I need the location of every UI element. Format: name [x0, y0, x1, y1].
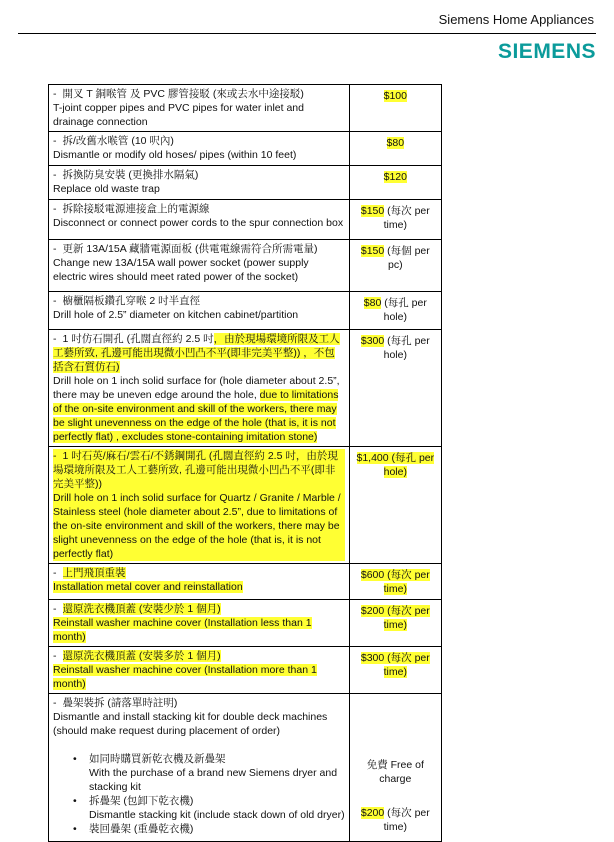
- item-zh: 還原洗衣機頂蓋 (安裝少於 1 個月): [62, 603, 221, 615]
- item-price: $120: [383, 171, 407, 183]
- table-row: - 拆換防臭安裝 (更換排水隔氣) Replace old waste trap $120: [49, 166, 442, 200]
- item-price: $200: [360, 807, 385, 819]
- sub-list: [53, 752, 345, 836]
- item-zh: 更新 13A/15A 藏牆電源面板 (供電電線需符合所需電量): [62, 243, 318, 255]
- item-en: Reinstall washer machine cover (Installation more than 1 month): [53, 664, 317, 690]
- item-price: $300: [360, 335, 385, 347]
- table-row: - 疊架裝拆 (請落單時註明) Dismantle and install stacking kit for double deck machines (should make request during placement of order) • 如同時購買新乾衣機及新疊架 With the purchase of a brand new Siemens dryer and stacking kit • 拆疊架 (包卸下乾衣機) Dismantle stacking kit (include stack down of old dryer) • 裝回疊架 (重疊乾衣機) 免費 Free of charge $200 (每次 per time): [49, 694, 442, 842]
- item-zh: 櫥櫃隔板鑽孔穿喉 2 吋半直徑: [62, 295, 201, 307]
- item-en: Drill hole on 1 inch solid surface for Quartz / Granite / Marble / Stainless steel (hole diameter about 2.5”, due to limitations of the on-site environment and skill of the workers, there may be slight unevenness on the edge of the hole (that is, it is not perfectly flat): [53, 491, 345, 561]
- table-row: - 拆/改舊水喉管 (10 呎內) Dismantle or modify old hoses/ pipes (within 10 feet) $80: [49, 132, 442, 166]
- item-price: $100: [383, 90, 407, 102]
- item-en: Change new 13A/15A wall power socket (power supply electric wires should meet rated power of the socket): [53, 257, 309, 283]
- table-row: - 還原洗衣機頂蓋 (安裝多於 1 個月) Reinstall washer machine cover (Installation more than 1 month) $300 (每次 per time): [49, 647, 442, 694]
- item-price-note: (每孔 per hole): [383, 335, 430, 361]
- table-row: - 上門飛頂重裝 Installation metal cover and reinstallation $600 (每次 per time): [49, 564, 442, 600]
- item-en: Disconnect or connect power cords to the spur connection box: [53, 217, 344, 229]
- list-item: • 裝回疊架 (重疊乾衣機): [53, 822, 345, 836]
- list-item: • 拆疊架 (包卸下乾衣機) Dismantle stacking kit (include stack down of old dryer): [53, 794, 345, 822]
- item-en: Installation metal cover and reinstallation: [53, 581, 243, 593]
- item-zh: 拆換防臭安裝 (更換排水隔氣): [62, 169, 199, 181]
- item-price: $150: [360, 245, 385, 257]
- item-zh-highlight: ，由於現場環境所限及工人工藝所致, 孔邊可能出現微小凹凸不平(即非完美平整)) ，不包括含石質仿石): [53, 333, 340, 373]
- item-zh: 1 吋仿石開孔 (孔闊直徑約 2.5 吋: [62, 333, 214, 345]
- item-price: $150: [360, 205, 385, 217]
- table-row: - 更新 13A/15A 藏牆電源面板 (供電電線需符合所需電量) Change new 13A/15A wall power socket (power supply electric wires should meet rated power of the socket) $150 (每個 per pc): [49, 240, 442, 292]
- item-en-highlight: due to limitations of the on-site environment and skill of the workers, there may be slight unevenness on the edge of the hole (that is, it is not perfectly flat) , excludes stone-containing imitation stone): [53, 389, 339, 443]
- header-rule: [18, 33, 596, 34]
- company-name: Siemens Home Appliances: [438, 12, 594, 27]
- item-zh: 還原洗衣機頂蓋 (安裝多於 1 個月): [62, 650, 221, 662]
- table-row: - 還原洗衣機頂蓋 (安裝少於 1 個月) Reinstall washer machine cover (Installation less than 1 month) $200 (每次 per time): [49, 600, 442, 647]
- list-item: • 如同時購買新乾衣機及新疊架 With the purchase of a brand new Siemens dryer and stacking kit: [53, 752, 345, 794]
- table-row: - 櫥櫃隔板鑽孔穿喉 2 吋半直徑 Drill hole of 2.5” diameter on kitchen cabinet/partition $80 (每孔 per hole): [49, 292, 442, 330]
- item-price-note: (每孔 per hole): [383, 297, 427, 323]
- item-en: Drill hole on 1 inch solid surface for (hole diameter about 2.5”, there may be uneven edge around the hole,: [53, 375, 340, 401]
- item-price: $200 (每次 per time): [360, 605, 430, 631]
- item-en: Drill hole of 2.5” diameter on kitchen cabinet/partition: [53, 309, 299, 321]
- item-price-free: 免費 Free of charge: [366, 759, 424, 785]
- item-en: Dismantle and install stacking kit for double deck machines (should make request during placement of order): [53, 711, 328, 737]
- table-row: - 開叉 T 銅喉管 及 PVC 膠管接駁 (來或去水中途接駁) T-joint copper pipes and PVC pipes for water inlet and drainage connection $100: [49, 85, 442, 132]
- item-zh: 1 吋石英/麻石/雲石/不銹鋼開孔 (孔闊直徑約 2.5 吋，由於現場環境所限及工人工藝所致, 孔邊可能出現微小凹凸不平(即非完美平整)): [53, 450, 338, 490]
- item-zh: 疊架裝拆 (請落單時註明): [62, 697, 178, 709]
- table-row: - 拆除接駁電源連接盒上的電源線 Disconnect or connect power cords to the spur connection box $150 (每次 per time): [49, 200, 442, 240]
- siemens-logo: SIEMENS: [497, 40, 596, 63]
- item-price: $600 (每次 per time): [360, 569, 430, 595]
- item-price-note: (每次 per time): [383, 807, 430, 833]
- item-zh: 上門飛頂重裝: [62, 567, 126, 579]
- item-en: T-joint copper pipes and PVC pipes for water inlet and drainage connection: [53, 102, 304, 128]
- item-en: Replace old waste trap: [53, 183, 160, 195]
- item-price: $80: [386, 137, 405, 149]
- item-price: $80: [363, 297, 382, 309]
- item-en: Reinstall washer machine cover (Installation less than 1 month): [53, 617, 312, 643]
- item-price: $300 (每次 per time): [360, 652, 430, 678]
- item-price: $1,400 (每孔 per hole): [356, 452, 435, 478]
- item-en: Dismantle or modify old hoses/ pipes (within 10 feet): [53, 149, 297, 161]
- item-price-note: (每次 per time): [383, 205, 430, 231]
- item-price-note: (每個 per pc): [387, 245, 430, 271]
- item-zh: 拆/改舊水喉管 (10 呎內): [62, 135, 174, 147]
- item-zh: 拆除接駁電源連接盒上的電源線: [62, 203, 210, 215]
- table-row: - 1 吋仿石開孔 (孔闊直徑約 2.5 吋，由於現場環境所限及工人工藝所致, 孔邊可能出現微小凹凸不平(即非完美平整)) ，不包括含石質仿石) Drill hole on 1 inch solid surface for (hole diameter about 2.5”, there may be uneven edge around the hole, due to limitations of the on-site environment and skill of the workers, there may be slight unevenness on the edge of the hole (that is, it is not perfectly flat) , excludes stone-containing imitation stone) $300 (每孔 per hole): [49, 330, 442, 447]
- price-table: [48, 84, 442, 842]
- table-row: - 1 吋石英/麻石/雲石/不銹鋼開孔 (孔闊直徑約 2.5 吋，由於現場環境所限及工人工藝所致, 孔邊可能出現微小凹凸不平(即非完美平整)) Drill hole on 1 inch solid surface for Quartz / Granite / Marble / Stainless steel (hole diameter about 2.5”, due to limitations of the on-site environment and skill of the workers, there may be slight unevenness on the edge of the hole (that is, it is not perfectly flat) $1,400 (每孔 per hole): [49, 447, 442, 564]
- item-zh: 開叉 T 銅喉管 及 PVC 膠管接駁 (來或去水中途接駁): [62, 88, 304, 100]
